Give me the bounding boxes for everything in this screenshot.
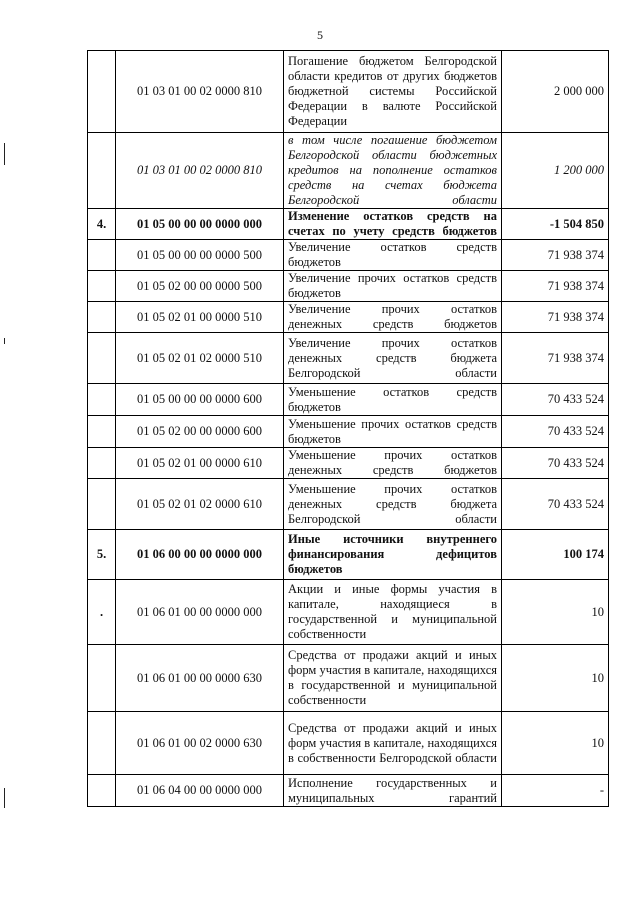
classification-code: 01 03 01 00 02 0000 810 [116,133,284,209]
row-amount: 70 433 524 [502,416,609,448]
row-amount: 100 174 [502,530,609,580]
row-amount: 71 938 374 [502,271,609,302]
classification-code: 01 05 02 01 00 0000 610 [116,448,284,479]
row-description: Уменьшение прочих остатков денежных средств бюджета Белгородской области [284,479,502,530]
classification-code: 01 05 02 00 00 0000 500 [116,271,284,302]
classification-code: 01 06 01 00 02 0000 630 [116,712,284,775]
classification-code: 01 06 01 00 00 0000 630 [116,645,284,712]
row-description: в том числе погашение бюджетом Белгородской области бюджетных кредитов на пополнение остатков средств на счетах бюджета Белгородской области [284,133,502,209]
row-description: Увеличение остатков средств бюджетов [284,240,502,271]
table-row [88,209,609,240]
row-amount: 71 938 374 [502,240,609,271]
row-description: Акции и иные формы участия в капитале, находящиеся в государственной и муниципальной собственности [284,580,502,645]
row-description: Уменьшение прочих остатков средств бюджетов [284,416,502,448]
row-number [88,51,116,133]
classification-code: 01 06 00 00 00 0000 000 [116,530,284,580]
row-number: 4. [88,209,116,240]
classification-code: 01 05 00 00 00 0000 600 [116,384,284,416]
row-amount: 71 938 374 [502,302,609,333]
row-description: Средства от продажи акций и иных форм участия в капитале, находящихся в государственной и муниципальной собственности [284,645,502,712]
classification-code: 01 05 00 00 00 0000 000 [116,209,284,240]
row-number [88,775,116,807]
row-number [88,133,116,209]
row-number [88,448,116,479]
table-row [88,384,609,416]
row-description: Исполнение государственных и муниципальных гарантий [284,775,502,807]
row-amount: - [502,775,609,807]
classification-code: 01 05 02 00 00 0000 600 [116,416,284,448]
classification-code: 01 05 02 01 02 0000 510 [116,333,284,384]
budget-sources-table [87,50,609,807]
table-row [88,240,609,271]
table-row [88,645,609,712]
table-row [88,448,609,479]
table-row [88,271,609,302]
row-amount: 10 [502,645,609,712]
row-number [88,271,116,302]
table-row [88,712,609,775]
row-number [88,302,116,333]
classification-code: 01 03 01 00 02 0000 810 [116,51,284,133]
row-description: Средства от продажи акций и иных форм участия в капитале, находящихся в собственности Белгородской области [284,712,502,775]
row-description: Уменьшение остатков средств бюджетов [284,384,502,416]
classification-code: 01 05 00 00 00 0000 500 [116,240,284,271]
row-amount: 70 433 524 [502,448,609,479]
table-row [88,479,609,530]
table-row [88,133,609,209]
row-number [88,384,116,416]
row-number: . [88,580,116,645]
classification-code: 01 06 04 00 00 0000 000 [116,775,284,807]
row-description: Увеличение прочих остатков денежных средств бюджетов [284,302,502,333]
row-number [88,712,116,775]
row-number [88,333,116,384]
table-row [88,302,609,333]
row-description: Погашение бюджетом Белгородской области кредитов от других бюджетов бюджетной системы Российской Федерации в валюте Российской Федерации [284,51,502,133]
table-row [88,775,609,807]
row-amount: 10 [502,580,609,645]
page-number: 5 [317,28,323,42]
classification-code: 01 05 02 01 02 0000 610 [116,479,284,530]
row-description: Уменьшение прочих остатков денежных средств бюджетов [284,448,502,479]
row-number: 5. [88,530,116,580]
row-number [88,240,116,271]
table-row [88,333,609,384]
row-amount: -1 504 850 [502,209,609,240]
row-description: Изменение остатков средств на счетах по учету средств бюджетов [284,209,502,240]
row-description: Иные источники внутреннего финансирования дефицитов бюджетов [284,530,502,580]
row-amount: 70 433 524 [502,479,609,530]
margin-mark [4,788,5,808]
row-number [88,645,116,712]
row-amount: 1 200 000 [502,133,609,209]
row-description: Увеличение прочих остатков средств бюджетов [284,271,502,302]
row-amount: 70 433 524 [502,384,609,416]
row-amount: 10 [502,712,609,775]
table-row [88,530,609,580]
margin-mark [4,143,5,165]
row-amount: 71 938 374 [502,333,609,384]
margin-mark [4,338,5,344]
table-row [88,416,609,448]
table-row [88,580,609,645]
classification-code: 01 06 01 00 00 0000 000 [116,580,284,645]
row-number [88,416,116,448]
row-amount: 2 000 000 [502,51,609,133]
classification-code: 01 05 02 01 00 0000 510 [116,302,284,333]
table-row [88,51,609,133]
row-description: Увеличение прочих остатков денежных средств бюджета Белгородской области [284,333,502,384]
row-number [88,479,116,530]
